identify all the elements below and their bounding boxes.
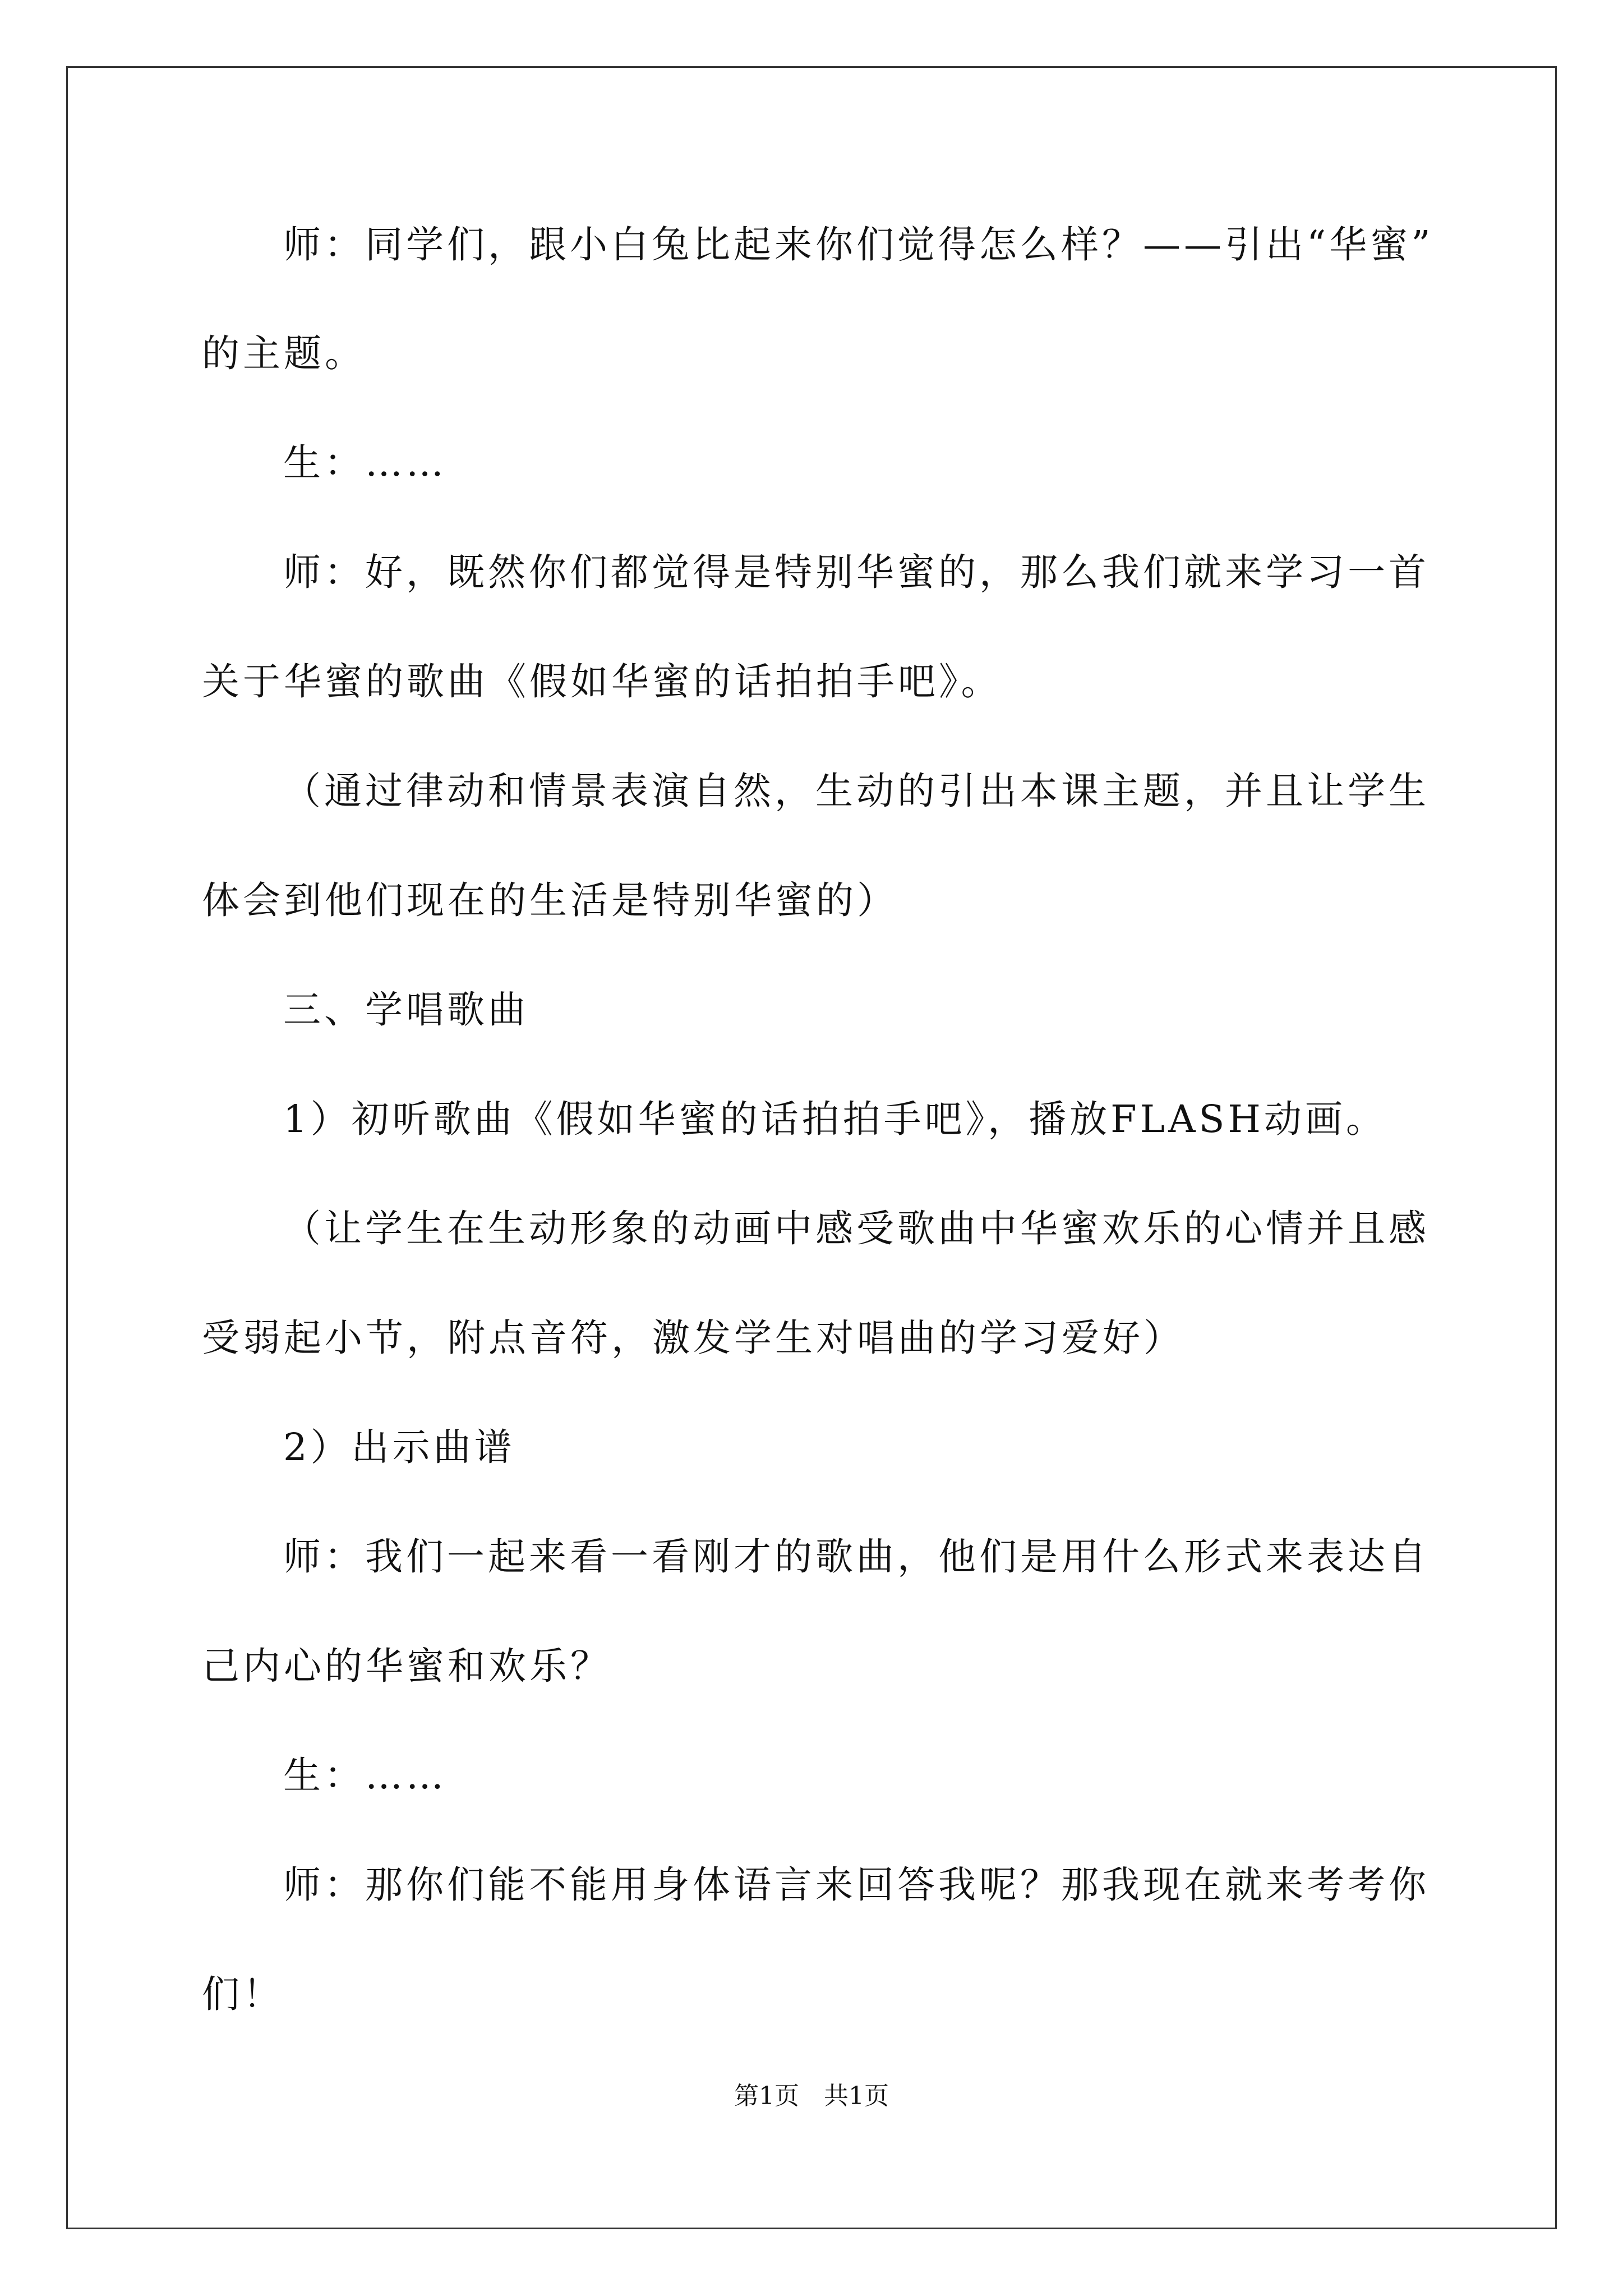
paragraph-line: 受弱起小节，附点音符，激发学生对唱曲的学习爱好） — [202, 1316, 1184, 1360]
paragraph-line: 的主题。 — [202, 332, 366, 375]
paragraph-line: 们！ — [202, 1972, 284, 2016]
paragraph-line: 2）出示曲谱 — [283, 1425, 515, 1469]
paragraph-line: 师：同学们，跟小白兔比起来你们觉得怎么样？——引出“华蜜” — [283, 223, 1434, 266]
paragraph-line: （让学生在生动形象的动画中感受歌曲中华蜜欢乐的心情并且感 — [283, 1207, 1430, 1250]
paragraph-line: 关于华蜜的歌曲《假如华蜜的话拍拍手吧》。 — [202, 660, 1002, 703]
paragraph-line: 生：…… — [283, 1754, 447, 1797]
paragraph-line: 己内心的华蜜和欢乐？ — [202, 1644, 611, 1688]
paragraph-line: 师：好，既然你们都觉得是特别华蜜的，那么我们就来学习一首 — [283, 550, 1430, 594]
paragraph-line: （通过律动和情景表演自然，生动的引出本课主题，并且让学生 — [283, 769, 1430, 813]
page-number-footer: 第1页 共1页 — [734, 2082, 889, 2110]
paragraph-line: 体会到他们现在的生活是特别华蜜的） — [202, 878, 898, 922]
section-heading: 三、学唱歌曲 — [283, 988, 529, 1032]
paragraph-line: 师：我们一起来看一看刚才的歌曲，他们是用什么形式来表达自 — [283, 1535, 1430, 1579]
paragraph-line: 1）初听歌曲《假如华蜜的话拍拍手吧》，播放FLASH动画。 — [283, 1097, 1387, 1141]
paragraph-line: 师：那你们能不能用身体语言来回答我呢？那我现在就来考考你 — [283, 1863, 1430, 1907]
paragraph-line: 生：…… — [283, 441, 447, 485]
